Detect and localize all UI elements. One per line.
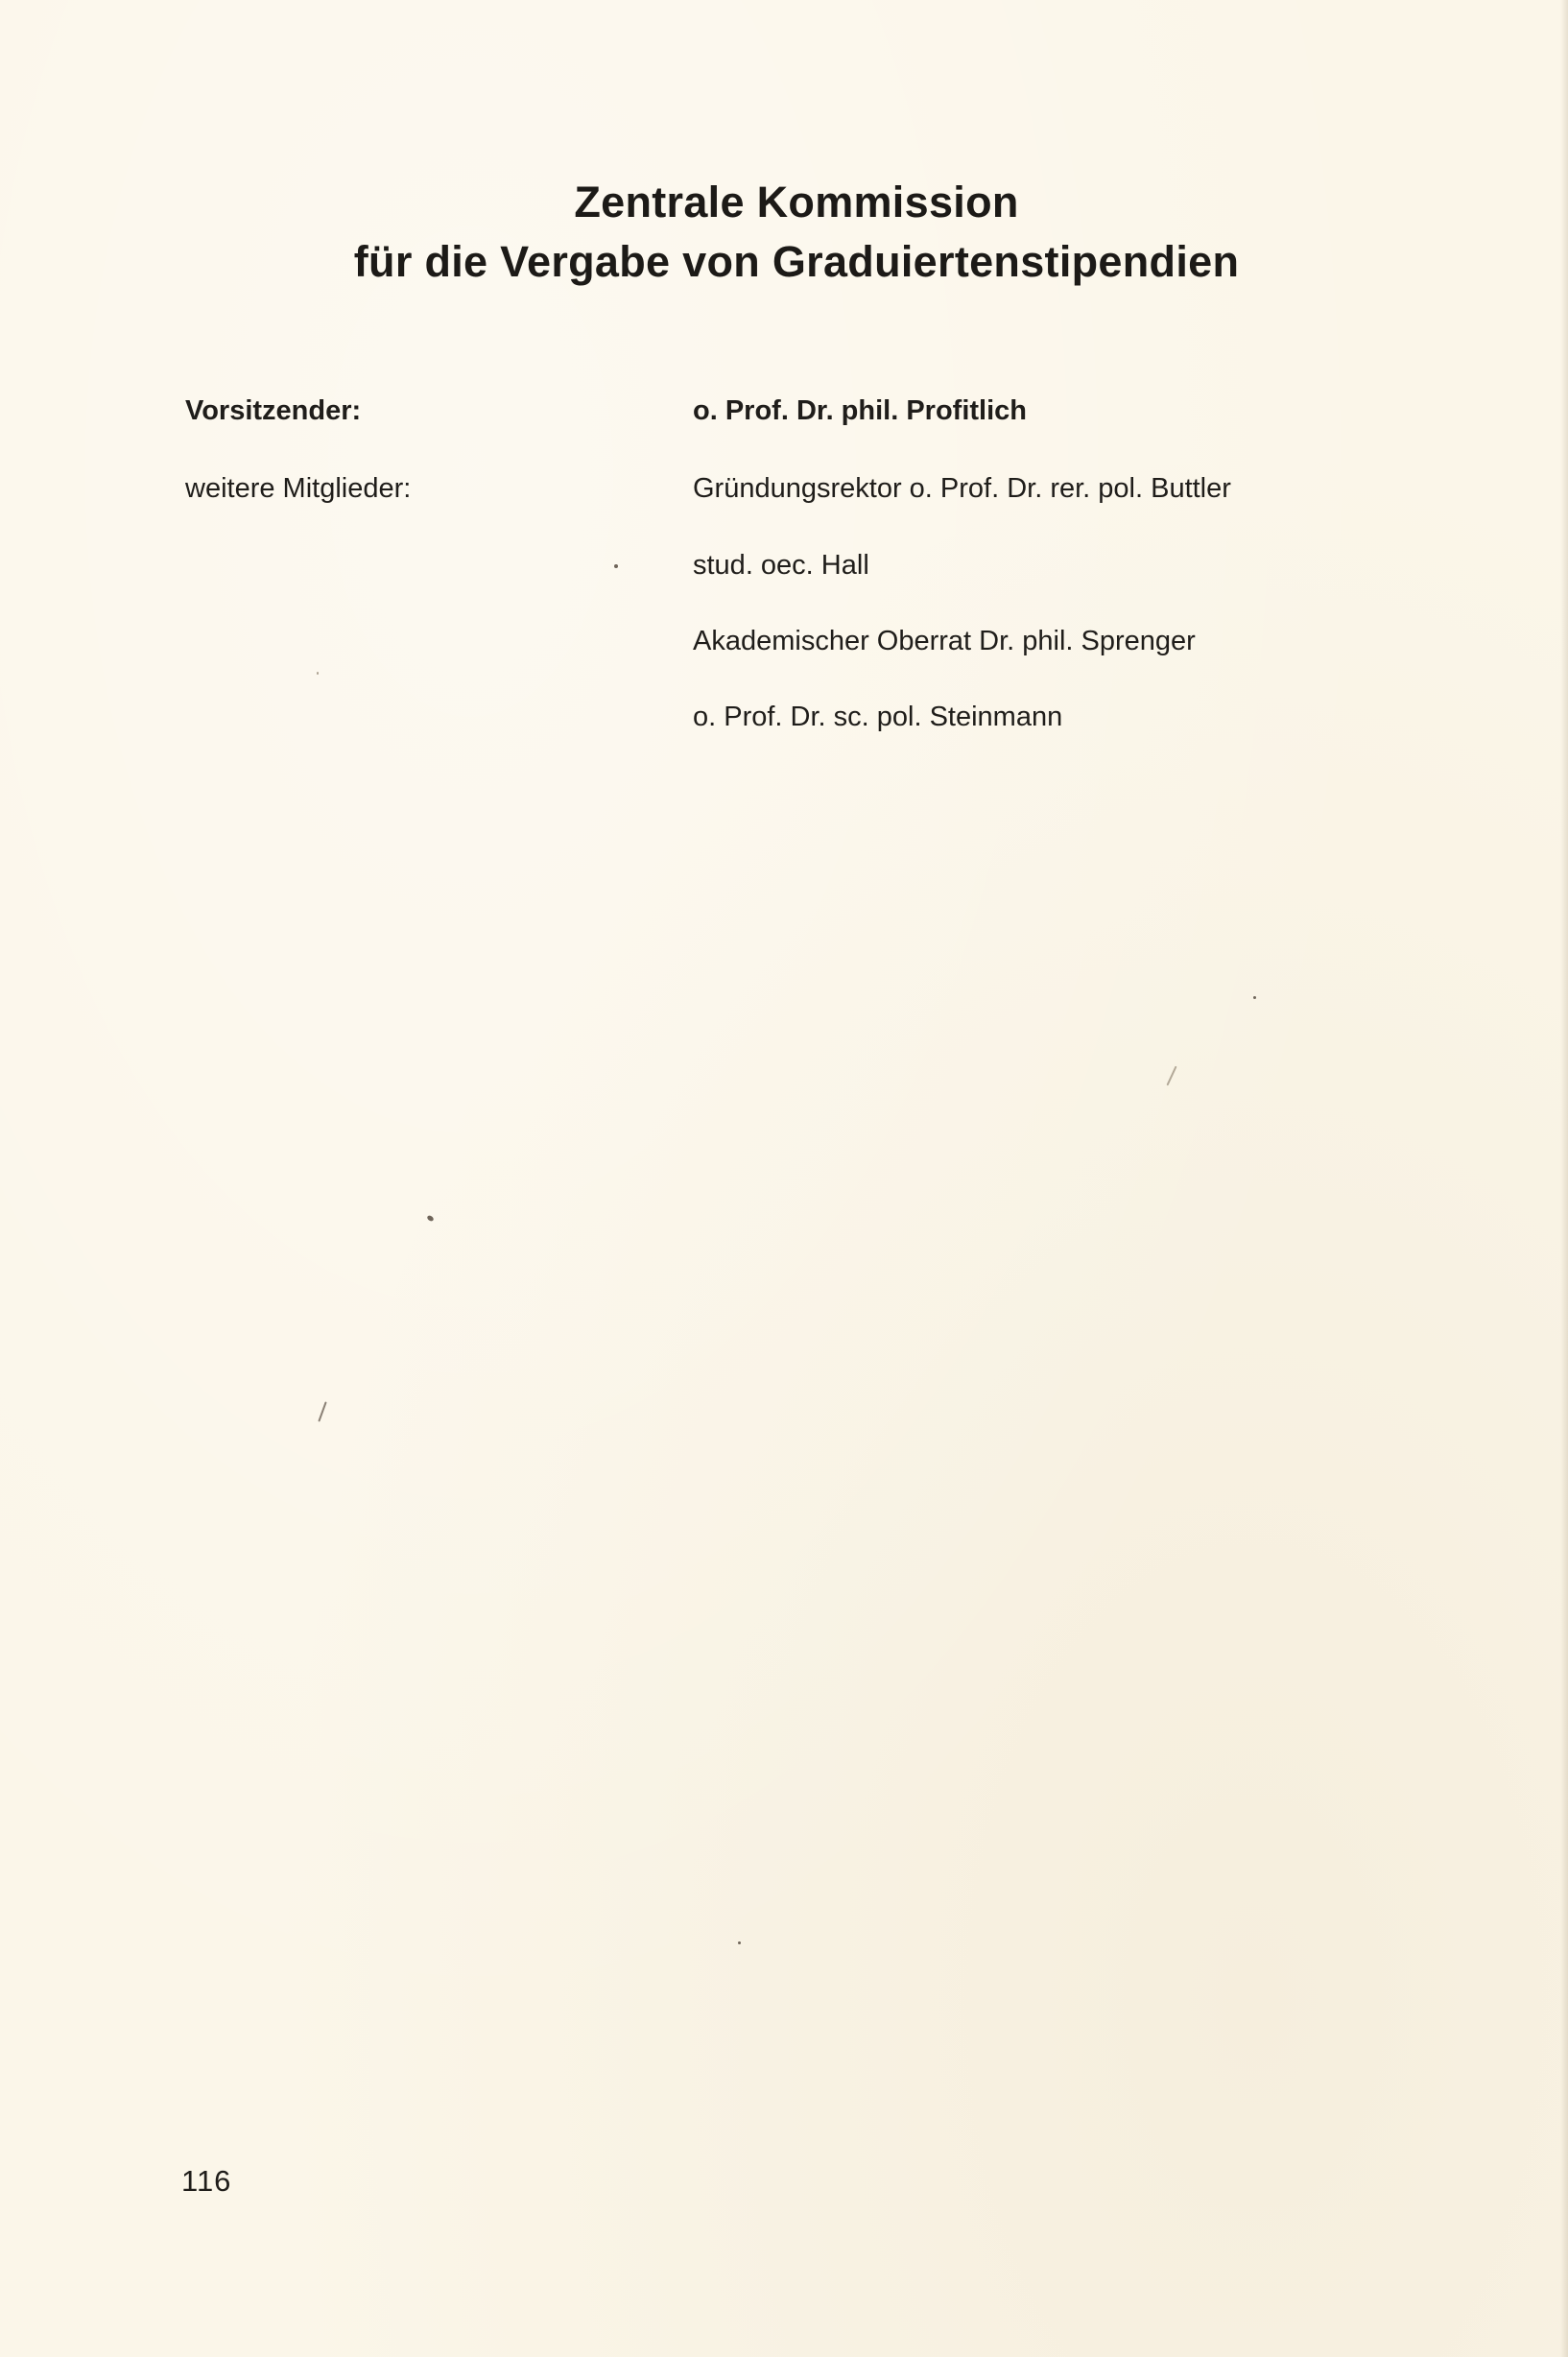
members-label: weitere Mitglieder: [185,473,412,504]
page-edge [1560,0,1568,2357]
chair-name: o. Prof. Dr. phil. Profitlich [693,395,1028,426]
chair-label: Vorsitzender: [185,395,362,426]
member-name: o. Prof. Dr. sc. pol. Steinmann [693,702,1063,732]
page-title-line-1: Zentrale Kommission [574,178,1019,226]
paper-speck [738,1941,741,1944]
paper-speck [318,1401,326,1421]
member-name: Akademischer Oberrat Dr. phil. Sprenger [693,626,1196,656]
page-number: 116 [181,2164,232,2198]
page-title-line-2: für die Vergabe von Graduiertenstipendien [353,237,1240,286]
member-name: stud. oec. Hall [693,550,869,581]
paper-speck [317,672,319,675]
paper-speck [614,564,618,568]
paper-speck [426,1214,435,1222]
member-name: Gründungsrektor o. Prof. Dr. rer. pol. Buttler [693,473,1231,504]
paper-speck [1166,1066,1176,1086]
paper-speck [1253,996,1256,999]
